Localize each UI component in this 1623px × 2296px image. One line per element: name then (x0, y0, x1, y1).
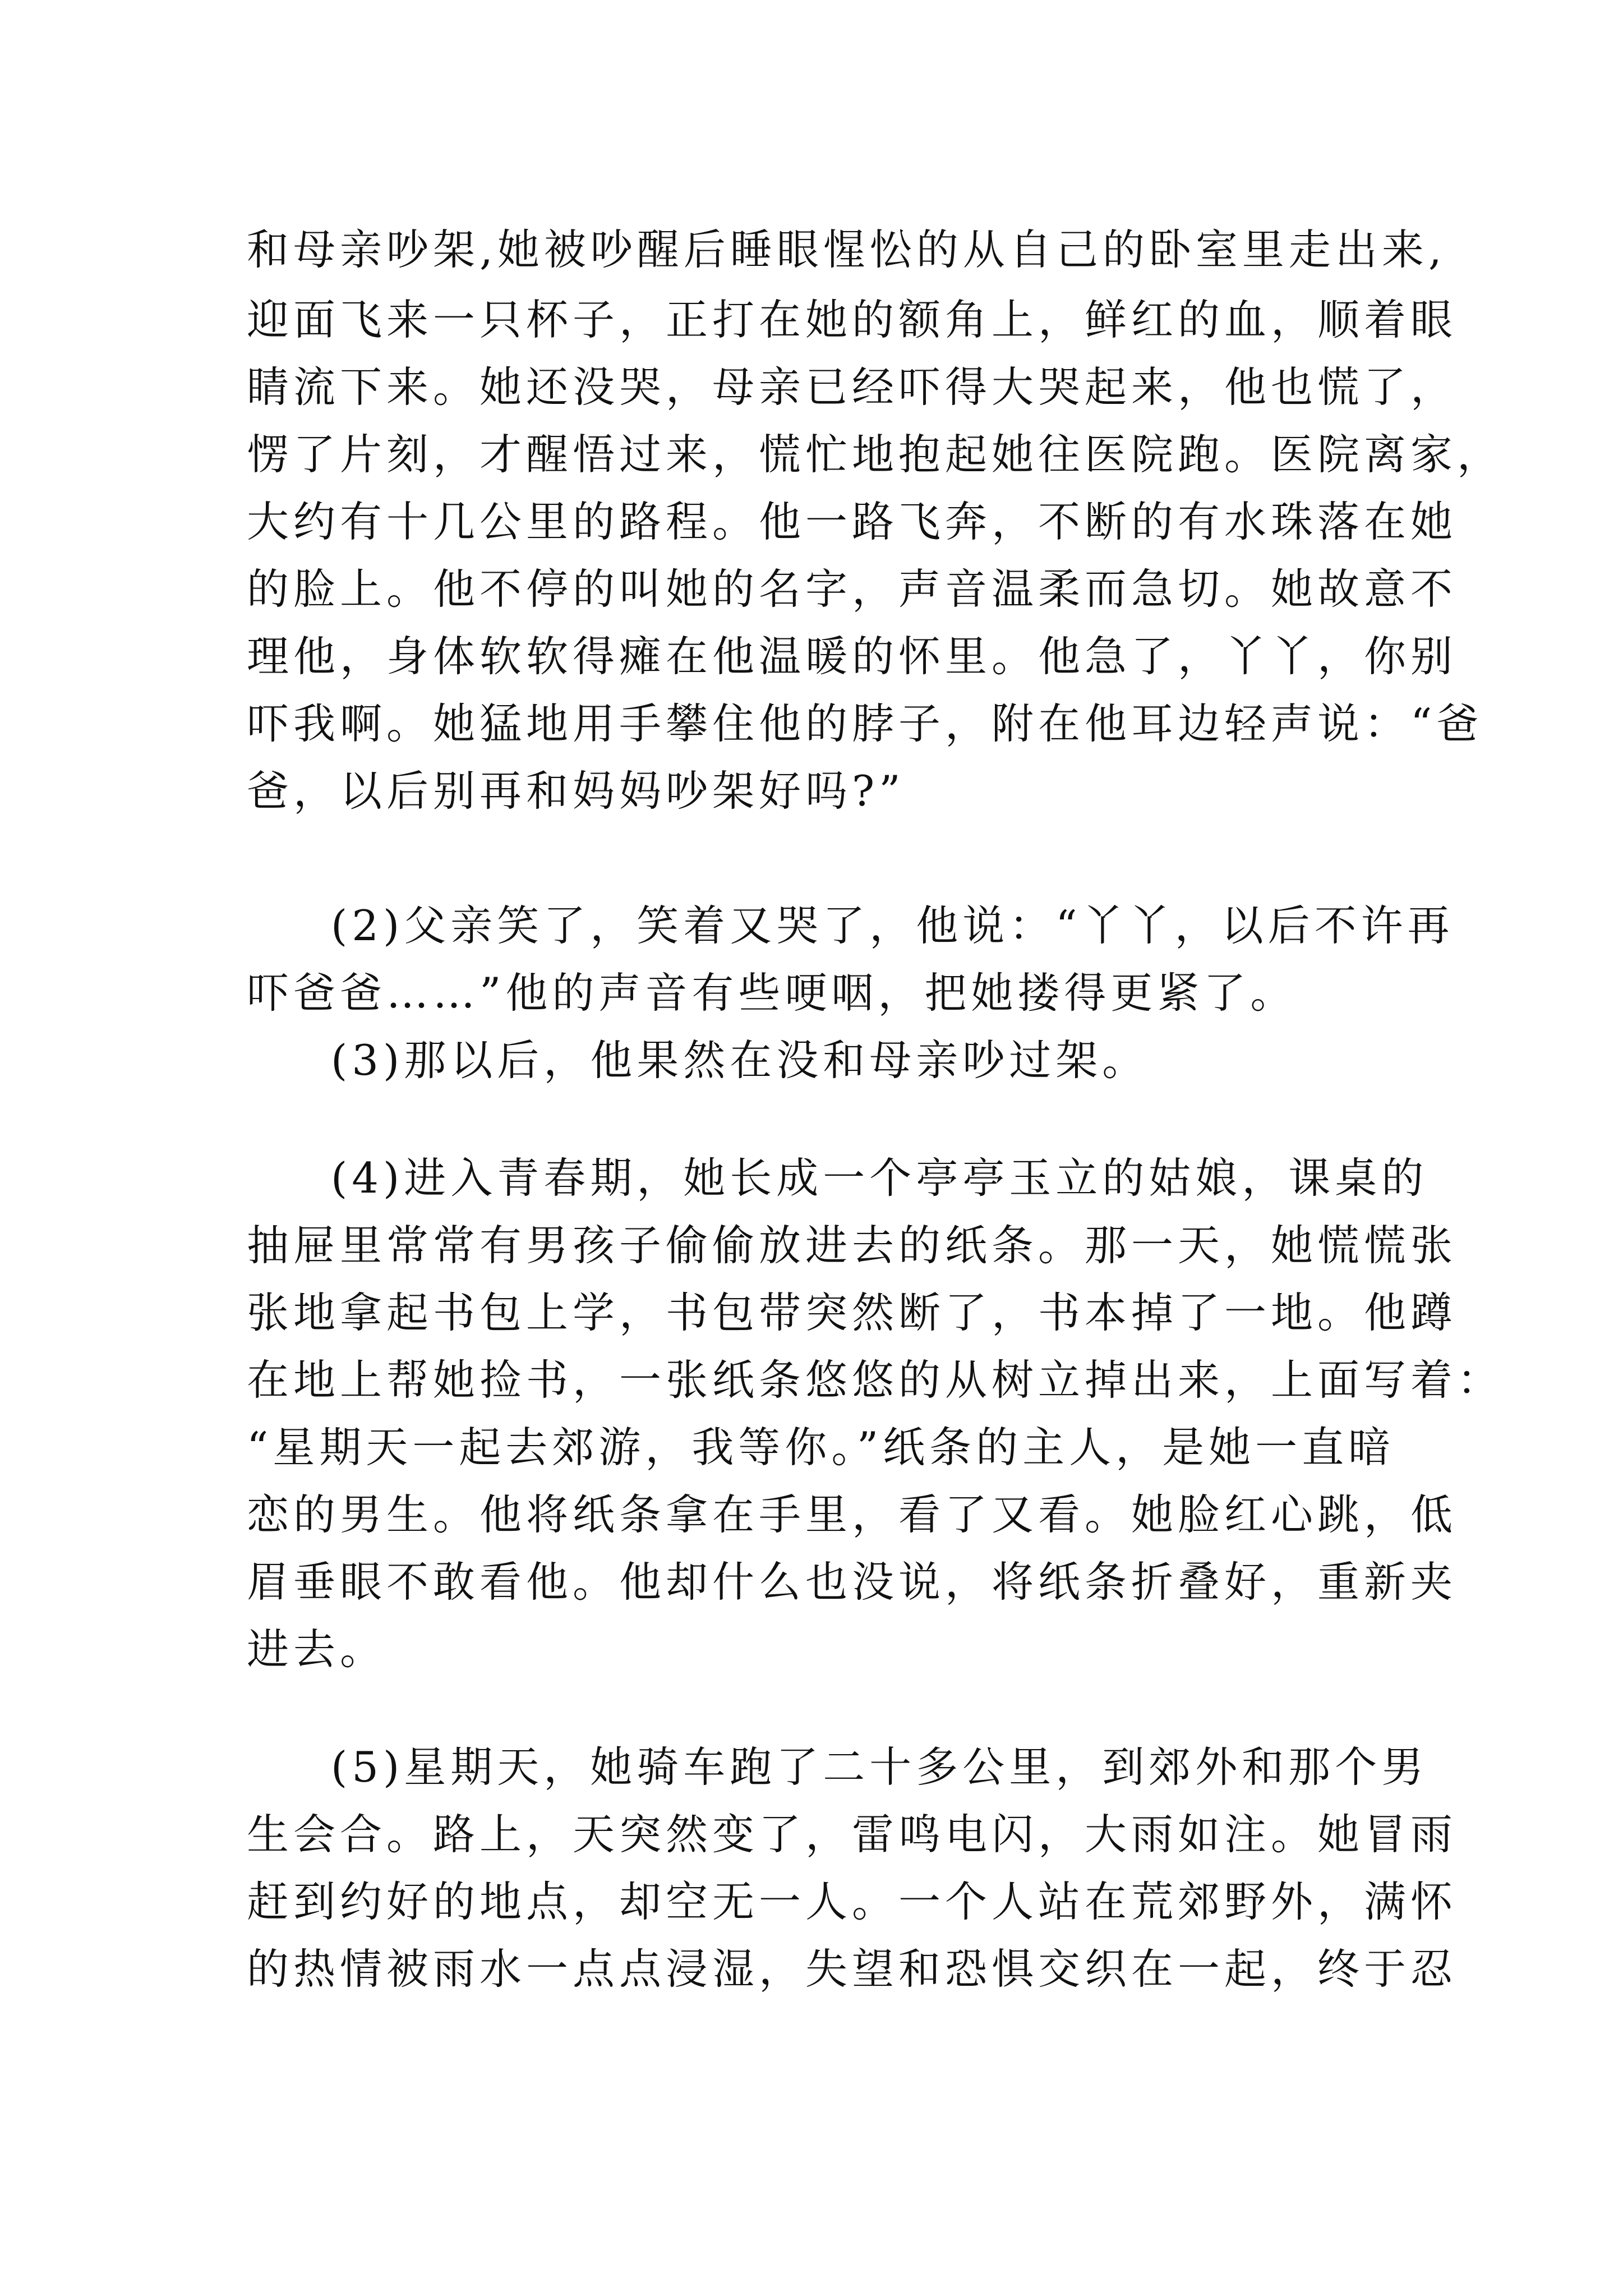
text-line: 愣了片刻，才醒悟过来，慌忙地抱起她往医院跑。医院离家， (247, 430, 1504, 479)
paragraph-start-line: (2)父亲笑了，笑着又哭了，他说：“丫丫，以后不许再 (331, 901, 1454, 950)
text-line: 理他，身体软软得瘫在他温暖的怀里。他急了，丫丫，你别 (247, 632, 1458, 681)
text-line: 大约有十几公里的路程。他一路飞奔，不断的有水珠落在她 (247, 497, 1458, 546)
text-line: 睛流下来。她还没哭，母亲已经吓得大哭起来，他也慌了， (247, 362, 1458, 412)
text-line: 吓爸爸……”他的声音有些哽咽，把她搂得更紧了。 (247, 968, 1297, 1018)
text-line: 抽屉里常常有男孩子偷偷放进去的纸条。那一天，她慌慌张 (247, 1221, 1458, 1270)
text-line: 张地拿起书包上学，书包带突然断了，书本掉了一地。他蹲 (247, 1288, 1458, 1337)
text-line: 赶到约好的地点，却空无一人。一个人站在荒郊野外，满怀 (247, 1877, 1458, 1926)
paragraph-start-line: (4)进入青春期，她长成一个亭亭玉立的姑娘，课桌的 (331, 1153, 1428, 1203)
text-line: 的脸上。他不停的叫她的名字，声音温柔而急切。她故意不 (247, 564, 1458, 614)
text-line: 迎面飞来一只杯子，正打在她的额角上，鲜红的血，顺着眼 (247, 295, 1458, 344)
text-line: 在地上帮她捡书，一张纸条悠悠的从树立掉出来，上面写着： (247, 1355, 1504, 1405)
text-line: 眉垂眼不敢看他。他却什么也没说，将纸条折叠好，重新夹 (247, 1557, 1458, 1607)
paragraph-start-line: (5)星期天，她骑车跑了二十多公里，到郊外和那个男 (331, 1742, 1428, 1792)
text-line: “星期天一起去郊游，我等你。”纸条的主人，是她一直暗 (247, 1423, 1395, 1472)
text-line: 吓我啊。她猛地用手攀住他的脖子，附在他耳边轻声说：“爸 (247, 699, 1483, 748)
paragraph-start-line: (3)那以后，他果然在没和母亲吵过架。 (331, 1036, 1149, 1085)
text-line: 恋的男生。他将纸条拿在手里，看了又看。她脸红心跳，低 (247, 1490, 1458, 1539)
text-line: 的热情被雨水一点点浸湿，失望和恐惧交织在一起，终于忍 (247, 1944, 1458, 1994)
text-line: 进去。 (247, 1625, 387, 1674)
text-line: 生会合。路上，天突然变了，雷鸣电闪，大雨如注。她冒雨 (247, 1810, 1458, 1859)
text-line: 和母亲吵架,她被吵醒后睡眼惺忪的从自己的卧室里走出来, (247, 225, 1446, 274)
text-line: 爸，以后别再和妈妈吵架好吗?” (247, 766, 905, 816)
